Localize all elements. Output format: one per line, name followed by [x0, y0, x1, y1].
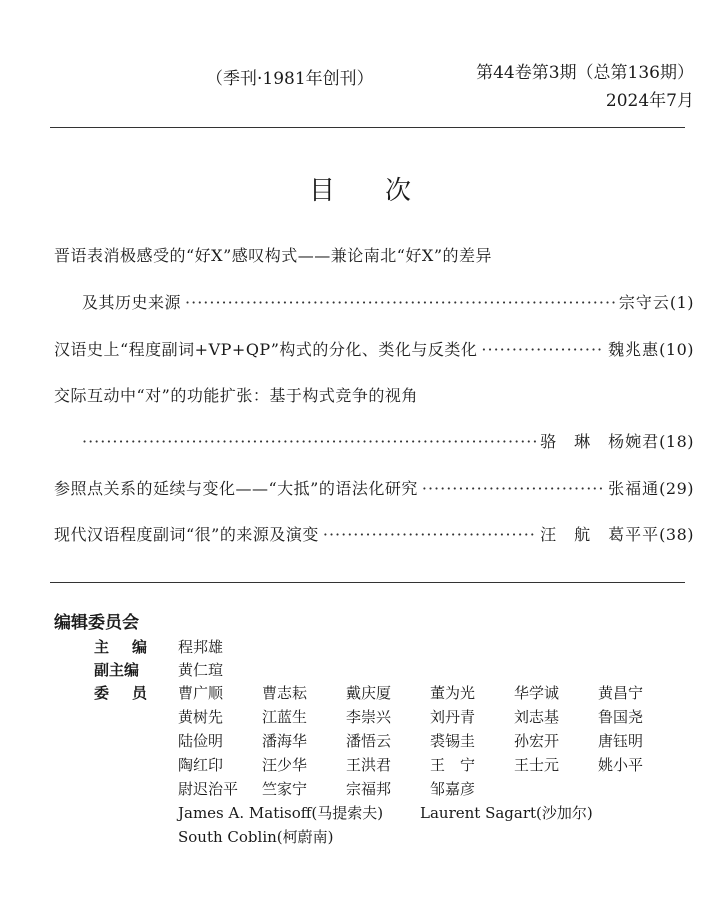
foreign-member-name: James A. Matisoff(马提索夫) [178, 804, 384, 822]
toc-item-title-continuation: 及其历史来源 [82, 293, 182, 312]
member-name: 黄昌宁 [598, 684, 644, 702]
member-name: 竺家宁 [262, 780, 308, 798]
member-name: 江蓝生 [262, 708, 308, 726]
toc-item-title: 晋语表消极感受的“好X”感叹构式——兼论南北“好X”的差异 [54, 246, 493, 265]
member-name: 华学诚 [514, 684, 560, 702]
toc-item-author: 魏兆惠 [608, 340, 660, 359]
toc-item-title: 参照点关系的延续与变化——“大抵”的语法化研究 [54, 479, 418, 498]
member-name: 宗福邦 [346, 780, 392, 798]
member-name: 姚小平 [598, 756, 644, 774]
toc-item-page: (18) [659, 432, 694, 451]
member-name: 邹嘉彦 [430, 780, 476, 798]
toc-item-title: 交际互动中“对”的功能扩张：基于构式竞争的视角 [54, 386, 418, 405]
member-name: 陆俭明 [178, 732, 224, 750]
toc-item-title: 汉语史上“程度副词+VP+QP”构式的分化、类化与反类化 [54, 340, 478, 359]
chief-editor-label: 主 编 [94, 638, 152, 656]
leader-dots [185, 293, 615, 312]
chief-editor-name: 程邦雄 [178, 638, 224, 656]
toc-item-3[interactable] [54, 383, 694, 406]
toc-item-2[interactable] [54, 337, 694, 360]
toc-item-4[interactable] [54, 476, 694, 499]
member-name: 潘海华 [262, 732, 308, 750]
member-name: 曹志耘 [262, 684, 308, 702]
member-name: 尉迟治平 [178, 780, 239, 798]
toc-item-3-continued[interactable] [82, 429, 694, 452]
issue-volume: 第44卷第3期（总第136期） [476, 63, 694, 83]
member-name: 戴庆厦 [346, 684, 392, 702]
member-name: 鲁国尧 [598, 708, 644, 726]
member-name: 刘志基 [514, 708, 560, 726]
section-divider [50, 582, 685, 583]
member-name: 汪少华 [262, 756, 308, 774]
member-name: 王洪君 [346, 756, 392, 774]
journal-founding-note: （季刊·1981年创刊） [206, 69, 374, 89]
toc-item-1-continued[interactable] [82, 290, 694, 313]
member-name: 李崇兴 [346, 708, 392, 726]
foreign-member-name: Laurent Sagart(沙加尔) [420, 804, 593, 822]
leader-dots [323, 525, 536, 544]
toc-item-page: (38) [659, 525, 694, 544]
deputy-editor-name: 黄仁瑄 [178, 661, 224, 679]
member-name: 董为光 [430, 684, 476, 702]
page-title: 目次 [308, 176, 461, 206]
toc-item-1[interactable] [54, 243, 694, 266]
member-name: 孙宏开 [514, 732, 560, 750]
leader-dots [82, 432, 536, 451]
member-name: 刘丹青 [430, 708, 476, 726]
toc-item-page: (10) [659, 340, 694, 359]
toc-item-5[interactable] [54, 522, 694, 545]
member-name: 黄树先 [178, 708, 224, 726]
toc-item-author: 骆 琳 杨婉君 [540, 432, 660, 451]
toc-item-page: (1) [669, 293, 694, 312]
toc-item-title: 现代汉语程度副词“很”的来源及演变 [54, 525, 319, 544]
member-name: 王士元 [514, 756, 560, 774]
deputy-editor-label: 副主编 [94, 661, 140, 679]
member-name: 曹广顺 [178, 684, 224, 702]
leader-dots [422, 479, 604, 498]
header-divider [50, 127, 685, 128]
editorial-board-title: 编辑委员会 [54, 613, 139, 633]
toc-item-page: (29) [659, 479, 694, 498]
toc-item-author: 张福通 [608, 479, 660, 498]
member-name: 潘悟云 [346, 732, 392, 750]
toc-item-author: 宗守云 [618, 293, 670, 312]
foreign-member-name: South Coblin(柯蔚南) [178, 828, 334, 846]
issue-date: 2024年7月 [605, 91, 694, 111]
toc-item-author: 汪 航 葛平平 [540, 525, 660, 544]
leader-dots [481, 340, 604, 359]
members-label: 委 员 [94, 684, 152, 702]
member-name: 王 宁 [430, 756, 476, 774]
member-name: 陶红印 [178, 756, 224, 774]
member-name: 裘锡圭 [430, 732, 476, 750]
member-name: 唐钰明 [598, 732, 644, 750]
